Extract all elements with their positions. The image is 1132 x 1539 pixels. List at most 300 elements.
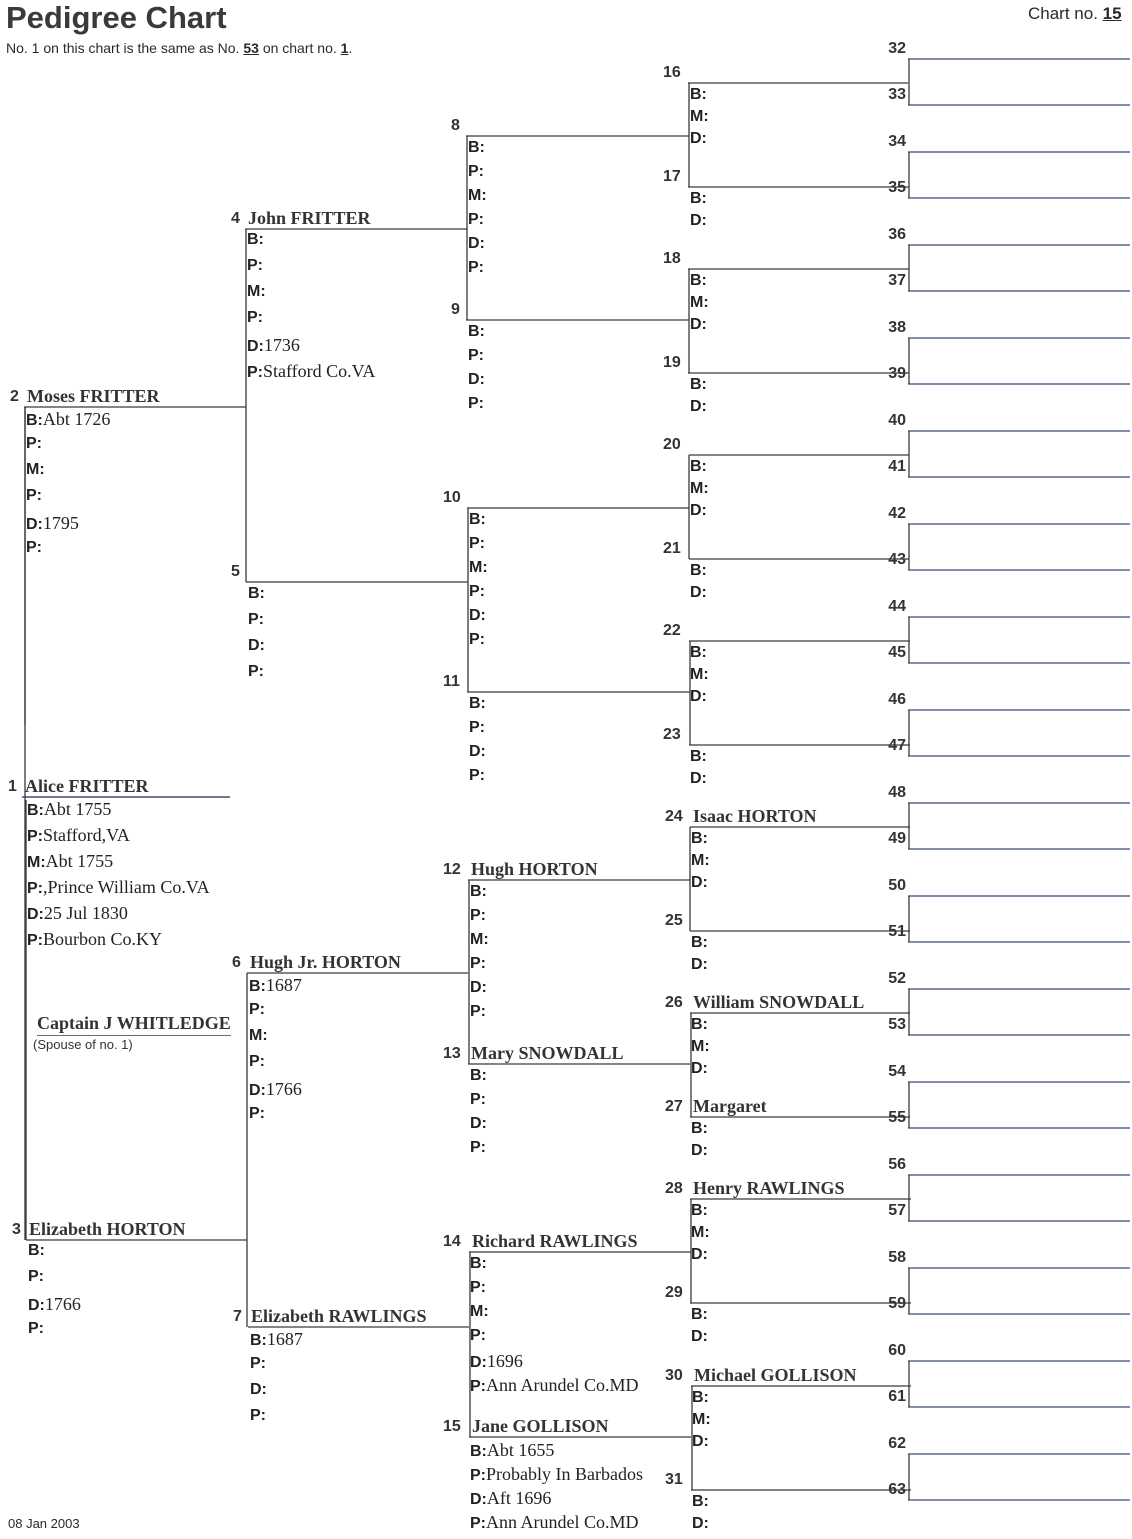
field-key: B: xyxy=(691,830,708,847)
ancestor-number: 33 xyxy=(888,86,906,103)
person-field xyxy=(691,874,708,892)
person-field xyxy=(468,347,484,365)
field-key: P: xyxy=(248,663,264,680)
field-key: B: xyxy=(692,1389,709,1406)
person-field xyxy=(28,1242,45,1260)
field-key: D: xyxy=(691,1142,708,1159)
person-field xyxy=(470,1279,486,1297)
field-value: Ann Arundel Co.MD xyxy=(486,1512,639,1532)
person-field xyxy=(470,1375,639,1396)
person-field xyxy=(468,235,485,253)
ancestor-number: 46 xyxy=(888,691,906,708)
person-field xyxy=(470,1139,486,1157)
ancestor-number: 54 xyxy=(888,1063,906,1080)
ancestor-number: 41 xyxy=(888,458,906,475)
field-value: Abt 1655 xyxy=(486,1440,555,1460)
ancestor-number: 32 xyxy=(888,40,906,57)
person-field xyxy=(249,1079,302,1100)
person-field xyxy=(469,535,485,553)
person-field xyxy=(470,1351,523,1372)
field-key: B: xyxy=(247,231,264,248)
ancestor-number: 53 xyxy=(888,1016,906,1033)
field-key: D: xyxy=(691,1246,708,1263)
ancestor-number: 58 xyxy=(888,1249,906,1266)
person-number: 24 xyxy=(665,808,683,825)
subtitle-mid: on chart no. xyxy=(262,40,337,56)
ancestor-number: 35 xyxy=(888,179,906,196)
person-field xyxy=(469,607,486,625)
field-key: B: xyxy=(690,272,707,289)
field-key: B: xyxy=(468,323,485,340)
field-key: B: xyxy=(469,695,486,712)
person-field xyxy=(26,487,42,505)
field-key: B: xyxy=(690,190,707,207)
field-key: B: xyxy=(28,1242,45,1259)
field-value: Stafford,VA xyxy=(43,825,130,845)
person-field xyxy=(247,361,375,382)
field-key: M: xyxy=(468,187,487,204)
ancestor-number: 49 xyxy=(888,830,906,847)
ancestor-number: 43 xyxy=(888,551,906,568)
person-number: 13 xyxy=(443,1045,461,1062)
person-field xyxy=(469,511,486,529)
person-field xyxy=(691,1038,710,1056)
field-key: P: xyxy=(27,828,43,845)
person-field xyxy=(470,1327,486,1345)
field-key: M: xyxy=(469,559,488,576)
chart-number-label: Chart no. xyxy=(1028,4,1098,23)
field-value: Bourbon Co.KY xyxy=(43,929,163,949)
person-field xyxy=(248,611,264,629)
field-key: P: xyxy=(470,1139,486,1156)
field-key: P: xyxy=(469,583,485,600)
chart-number-value: 15 xyxy=(1102,4,1122,23)
field-key: B: xyxy=(470,1067,487,1084)
field-key: D: xyxy=(469,607,486,624)
field-key: B: xyxy=(248,585,265,602)
person-number: 9 xyxy=(451,301,460,318)
person-field xyxy=(468,395,484,413)
person-field xyxy=(26,409,110,430)
field-key: P: xyxy=(247,309,263,326)
person-field xyxy=(469,743,486,761)
spouse-name: Captain J WHITLEDGE xyxy=(37,1013,231,1036)
person-number: 10 xyxy=(443,489,461,506)
field-key: P: xyxy=(28,1320,44,1337)
person-number: 31 xyxy=(665,1471,683,1488)
field-key: D: xyxy=(28,1297,45,1314)
field-value: Ann Arundel Co.MD xyxy=(486,1375,639,1395)
subtitle-prefix: No. 1 on this chart is the same as No. xyxy=(6,40,240,56)
field-key: P: xyxy=(468,211,484,228)
field-key: B: xyxy=(690,458,707,475)
person-field xyxy=(470,1091,486,1109)
field-key: M: xyxy=(692,1411,711,1428)
ancestor-number: 59 xyxy=(888,1295,906,1312)
field-key: P: xyxy=(27,932,43,949)
field-key: D: xyxy=(690,316,707,333)
person-field xyxy=(249,1105,265,1123)
person-field xyxy=(248,637,265,655)
field-value: Aft 1696 xyxy=(486,1488,552,1508)
person-field xyxy=(470,1003,486,1021)
ancestor-number: 51 xyxy=(888,923,906,940)
person-name: Michael GOLLISON xyxy=(694,1365,857,1385)
field-key: P: xyxy=(470,907,486,924)
field-key: P: xyxy=(470,955,486,972)
field-key: D: xyxy=(469,743,486,760)
person-field xyxy=(470,1512,639,1533)
ancestor-number: 44 xyxy=(888,598,906,615)
person-field xyxy=(470,1255,487,1273)
field-key: B: xyxy=(470,1443,487,1460)
field-key: B: xyxy=(26,412,43,429)
person-field xyxy=(26,461,45,479)
person-field xyxy=(690,584,707,602)
field-key: D: xyxy=(26,516,43,533)
field-key: P: xyxy=(248,611,264,628)
person-field xyxy=(468,139,485,157)
field-key: P: xyxy=(250,1407,266,1424)
field-key: P: xyxy=(470,1279,486,1296)
person-number: 17 xyxy=(663,168,681,185)
person-number: 27 xyxy=(665,1098,683,1115)
field-key: P: xyxy=(247,257,263,274)
field-key: B: xyxy=(691,934,708,951)
person-name: Hugh Jr. HORTON xyxy=(250,952,401,972)
field-key: D: xyxy=(470,1491,487,1508)
person-name: Elizabeth HORTON xyxy=(29,1219,186,1239)
person-field xyxy=(691,1246,708,1264)
person-field xyxy=(690,748,707,766)
person-field xyxy=(690,666,709,684)
person-number: 16 xyxy=(663,64,681,81)
spouse-note: (Spouse of no. 1) xyxy=(33,1037,133,1052)
field-value: 1766 xyxy=(265,1079,302,1099)
field-key: P: xyxy=(28,1268,44,1285)
person-field xyxy=(470,1067,487,1085)
ancestor-number: 34 xyxy=(888,133,906,150)
person-field xyxy=(691,1224,710,1242)
subtitle-chart-number: 1 xyxy=(340,40,349,56)
person-field xyxy=(690,316,707,334)
field-key: M: xyxy=(247,283,266,300)
person-field xyxy=(247,283,266,301)
person-field xyxy=(470,1488,551,1509)
person-field xyxy=(470,955,486,973)
field-key: P: xyxy=(249,1053,265,1070)
person-field xyxy=(249,1053,265,1071)
person-field xyxy=(28,1294,81,1315)
field-key: P: xyxy=(249,1105,265,1122)
person-field xyxy=(469,631,485,649)
subtitle-end: . xyxy=(348,40,353,56)
field-key: P: xyxy=(249,1001,265,1018)
field-key: B: xyxy=(470,883,487,900)
ancestor-number: 38 xyxy=(888,319,906,336)
person-field xyxy=(247,335,300,356)
field-key: P: xyxy=(470,1467,486,1484)
person-field xyxy=(691,1202,708,1220)
subtitle-person-number: 53 xyxy=(243,40,259,56)
field-key: B: xyxy=(249,978,266,995)
person-field xyxy=(249,975,302,996)
person-field xyxy=(691,1016,708,1034)
field-key: P: xyxy=(26,539,42,556)
person-field xyxy=(248,585,265,603)
person-number: 5 xyxy=(231,563,240,580)
person-field xyxy=(470,883,487,901)
field-key: B: xyxy=(690,644,707,661)
field-key: D: xyxy=(470,1354,487,1371)
person-field xyxy=(692,1515,709,1533)
field-key: B: xyxy=(691,1016,708,1033)
field-key: D: xyxy=(690,212,707,229)
field-key: B: xyxy=(690,86,707,103)
field-key: D: xyxy=(691,956,708,973)
person-field xyxy=(26,435,42,453)
person-number: 30 xyxy=(665,1367,683,1384)
person-field xyxy=(26,513,79,534)
field-key: D: xyxy=(691,1060,708,1077)
field-key: M: xyxy=(690,666,709,683)
person-field xyxy=(26,539,42,557)
person-field xyxy=(691,1120,708,1138)
field-key: D: xyxy=(470,979,487,996)
person-name: Henry RAWLINGS xyxy=(693,1178,845,1198)
field-value: Stafford Co.VA xyxy=(263,361,376,381)
person-name: Alice FRITTER xyxy=(25,776,149,796)
field-key: M: xyxy=(470,1303,489,1320)
field-key: D: xyxy=(690,398,707,415)
field-key: P: xyxy=(470,1091,486,1108)
field-key: P: xyxy=(468,163,484,180)
field-key: P: xyxy=(468,347,484,364)
field-value: 1687 xyxy=(265,975,302,995)
person-number: 8 xyxy=(451,117,460,134)
person-field xyxy=(468,323,485,341)
person-field xyxy=(468,187,487,205)
person-field xyxy=(468,163,484,181)
person-number: 11 xyxy=(443,673,460,690)
person-field xyxy=(691,1142,708,1160)
person-field xyxy=(27,825,130,846)
person-name: Mary SNOWDALL xyxy=(471,1043,624,1063)
person-field xyxy=(470,1115,487,1133)
person-field xyxy=(692,1411,711,1429)
person-field xyxy=(247,257,263,275)
ancestor-number: 39 xyxy=(888,365,906,382)
person-field xyxy=(250,1355,266,1373)
person-field xyxy=(469,695,486,713)
field-key: D: xyxy=(468,235,485,252)
person-field xyxy=(690,644,707,662)
person-number: 19 xyxy=(663,354,681,371)
field-key: P: xyxy=(468,395,484,412)
person-field xyxy=(247,231,264,249)
ancestor-number: 55 xyxy=(888,1109,906,1126)
ancestor-number: 56 xyxy=(888,1156,906,1173)
person-field xyxy=(250,1381,267,1399)
page-title: Pedigree Chart xyxy=(6,0,227,35)
person-field xyxy=(691,1306,708,1324)
field-key: D: xyxy=(692,1515,709,1532)
person-number: 15 xyxy=(443,1418,461,1435)
field-key: M: xyxy=(690,480,709,497)
field-key: D: xyxy=(27,906,44,923)
ancestor-number: 42 xyxy=(888,505,906,522)
field-key: B: xyxy=(691,1120,708,1137)
ancestor-number: 47 xyxy=(888,737,906,754)
field-key: P: xyxy=(470,1003,486,1020)
person-field xyxy=(692,1389,709,1407)
footer-date: 08 Jan 2003 xyxy=(8,1516,80,1531)
field-key: D: xyxy=(690,584,707,601)
person-field xyxy=(690,294,709,312)
person-name: Moses FRITTER xyxy=(27,386,160,406)
person-number: 26 xyxy=(665,994,683,1011)
person-field xyxy=(470,931,489,949)
person-number: 4 xyxy=(231,210,240,227)
field-key: M: xyxy=(691,1224,710,1241)
field-key: D: xyxy=(247,338,264,355)
person-field xyxy=(468,211,484,229)
person-field xyxy=(249,1001,265,1019)
person-number: 25 xyxy=(665,912,683,929)
field-value: 1736 xyxy=(263,335,300,355)
field-key: B: xyxy=(469,511,486,528)
person-field xyxy=(27,799,111,820)
field-key: P: xyxy=(470,1327,486,1344)
ancestor-number: 36 xyxy=(888,226,906,243)
field-key: B: xyxy=(691,1202,708,1219)
person-field xyxy=(469,719,485,737)
person-field xyxy=(690,502,707,520)
person-field xyxy=(691,956,708,974)
ancestor-number: 61 xyxy=(888,1388,906,1405)
person-field xyxy=(690,458,707,476)
person-field xyxy=(690,376,707,394)
person-field xyxy=(691,852,710,870)
field-key: P: xyxy=(469,535,485,552)
ancestor-number: 62 xyxy=(888,1435,906,1452)
person-field xyxy=(692,1493,709,1511)
person-field xyxy=(690,688,707,706)
person-number: 28 xyxy=(665,1180,683,1197)
field-key: B: xyxy=(690,376,707,393)
person-number: 6 xyxy=(232,954,241,971)
ancestor-number: 57 xyxy=(888,1202,906,1219)
person-number: 14 xyxy=(443,1233,461,1250)
person-field xyxy=(690,562,707,580)
field-key: M: xyxy=(249,1027,268,1044)
field-value: 1687 xyxy=(266,1329,303,1349)
field-key: P: xyxy=(247,364,263,381)
person-field xyxy=(250,1329,303,1350)
field-key: D: xyxy=(248,637,265,654)
person-field xyxy=(469,583,485,601)
field-key: D: xyxy=(690,502,707,519)
field-key: P: xyxy=(469,767,485,784)
ancestor-number: 40 xyxy=(888,412,906,429)
field-key: M: xyxy=(690,294,709,311)
person-number: 21 xyxy=(663,540,681,557)
person-field xyxy=(468,371,485,389)
field-key: P: xyxy=(27,880,43,897)
field-value: 25 Jul 1830 xyxy=(43,903,128,923)
person-field xyxy=(247,309,263,327)
person-name: Richard RAWLINGS xyxy=(472,1231,638,1251)
field-key: B: xyxy=(691,1306,708,1323)
person-field xyxy=(27,877,210,898)
person-field xyxy=(690,212,707,230)
field-key: D: xyxy=(249,1082,266,1099)
person-name: Margaret xyxy=(693,1096,767,1116)
person-number: 29 xyxy=(665,1284,683,1301)
field-key: P: xyxy=(470,1378,486,1395)
field-key: M: xyxy=(27,854,46,871)
field-key: D: xyxy=(690,130,707,147)
person-number: 7 xyxy=(233,1308,242,1325)
person-field xyxy=(690,86,707,104)
field-key: M: xyxy=(26,461,45,478)
person-field xyxy=(468,259,484,277)
person-name: Hugh HORTON xyxy=(471,859,598,879)
field-key: D: xyxy=(692,1433,709,1450)
person-field xyxy=(27,929,162,950)
person-number: 22 xyxy=(663,622,681,639)
person-number: 20 xyxy=(663,436,681,453)
field-value: 1696 xyxy=(486,1351,523,1371)
person-field xyxy=(250,1407,266,1425)
field-key: P: xyxy=(470,1515,486,1532)
field-key: B: xyxy=(250,1332,267,1349)
field-key: P: xyxy=(26,435,42,452)
person-field xyxy=(470,1303,489,1321)
person-field xyxy=(691,934,708,952)
field-value: Abt 1726 xyxy=(42,409,111,429)
person-field xyxy=(470,979,487,997)
person-field xyxy=(690,108,709,126)
field-key: M: xyxy=(470,931,489,948)
person-field xyxy=(470,1440,554,1461)
ancestor-number: 48 xyxy=(888,784,906,801)
person-field xyxy=(690,272,707,290)
person-name: Isaac HORTON xyxy=(693,806,817,826)
person-field xyxy=(691,830,708,848)
field-key: B: xyxy=(468,139,485,156)
person-name: John FRITTER xyxy=(248,208,371,228)
field-key: B: xyxy=(470,1255,487,1272)
person-name: William SNOWDALL xyxy=(693,992,865,1012)
field-value: ,Prince William Co.VA xyxy=(43,877,210,897)
field-key: B: xyxy=(690,562,707,579)
field-key: M: xyxy=(690,108,709,125)
field-key: D: xyxy=(468,371,485,388)
field-value: Probably In Barbados xyxy=(486,1464,643,1484)
field-value: 1766 xyxy=(44,1294,81,1314)
ancestor-number: 60 xyxy=(888,1342,906,1359)
ancestor-number: 50 xyxy=(888,877,906,894)
field-key: D: xyxy=(690,688,707,705)
field-key: D: xyxy=(250,1381,267,1398)
field-key: D: xyxy=(690,770,707,787)
field-key: P: xyxy=(469,719,485,736)
field-key: M: xyxy=(691,852,710,869)
field-value: Abt 1755 xyxy=(45,851,114,871)
field-value: 1795 xyxy=(42,513,79,533)
person-field xyxy=(692,1433,709,1451)
